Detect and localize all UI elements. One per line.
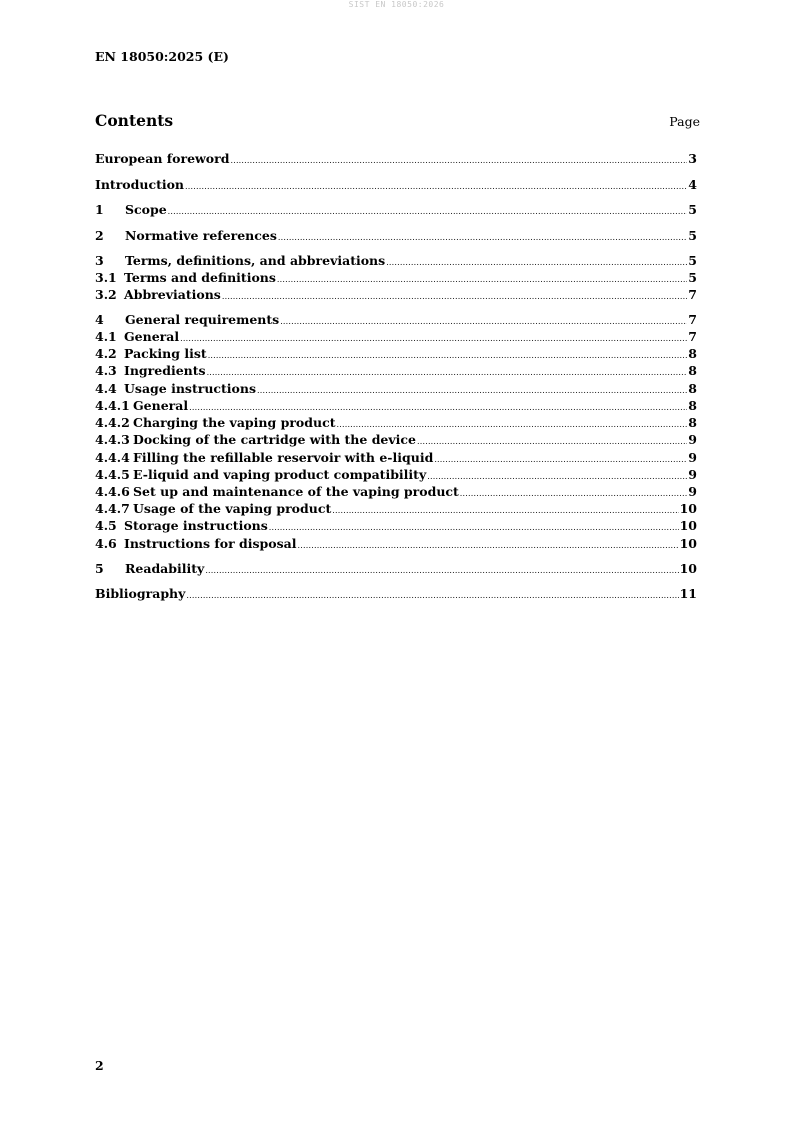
leader-dots <box>298 538 679 554</box>
leader-dots <box>280 314 687 330</box>
toc-entry[interactable] <box>95 312 697 328</box>
toc-entry-page: 10 <box>679 518 697 533</box>
contents-title: Contents <box>95 111 174 130</box>
toc-entry-number: 4.4 <box>95 381 117 396</box>
toc-entry-page: 9 <box>688 432 697 447</box>
toc-entry[interactable] <box>95 450 697 466</box>
leader-dots <box>332 503 678 519</box>
toc-entry-page: 10 <box>679 536 697 551</box>
toc-entry[interactable] <box>95 467 697 483</box>
leader-dots <box>257 383 687 399</box>
toc-entry-number: 4.3 <box>95 363 117 378</box>
toc-entry-title: Terms, definitions, and abbreviations <box>125 253 386 268</box>
toc-entry-title: European foreword <box>95 151 230 166</box>
toc-entry-title: General <box>133 398 189 413</box>
toc-entry[interactable] <box>95 253 697 269</box>
toc-entry-number: 3 <box>95 253 104 268</box>
toc-entry[interactable] <box>95 202 697 218</box>
toc-entry-page: 3 <box>688 151 697 166</box>
toc-entry-title: Docking of the cartridge with the device <box>133 432 416 447</box>
toc-entry[interactable] <box>95 346 697 362</box>
toc-entry[interactable] <box>95 381 697 397</box>
toc-entry-title: Introduction <box>95 177 185 192</box>
toc-entry-page: 11 <box>679 586 697 601</box>
toc-entry-page: 9 <box>688 484 697 499</box>
leader-dots <box>230 153 687 169</box>
toc-entry-number: 1 <box>95 202 104 217</box>
toc-entry-number: 4 <box>95 312 104 327</box>
toc-entry-number: 4.4.4 <box>95 450 130 465</box>
toc-entry-page: 7 <box>688 287 697 302</box>
toc-entry-page: 10 <box>679 501 697 516</box>
toc-entry-number: 4.4.3 <box>95 432 130 447</box>
leader-dots <box>277 272 687 288</box>
toc-entry[interactable] <box>95 270 697 286</box>
toc-entry-number: 4.6 <box>95 536 117 551</box>
leader-dots <box>269 520 679 536</box>
toc-entry[interactable] <box>95 177 697 193</box>
toc-entry-title: Terms and definitions <box>124 270 276 285</box>
toc-entry-title: General requirements <box>125 312 280 327</box>
leader-dots <box>417 434 687 450</box>
toc-entry[interactable] <box>95 363 697 379</box>
toc-entry-page: 8 <box>688 346 697 361</box>
toc-entry-title: Packing list <box>124 346 207 361</box>
toc-entry-number: 4.4.5 <box>95 467 130 482</box>
leader-dots <box>208 348 688 364</box>
toc-entry-page: 5 <box>688 253 697 268</box>
toc-entry-number: 4.4.2 <box>95 415 130 430</box>
toc-entry-title: Normative references <box>125 228 277 243</box>
leader-dots <box>180 331 687 347</box>
leader-dots <box>189 400 687 416</box>
leader-dots <box>205 563 678 579</box>
toc-entry-title: Ingredients <box>124 363 206 378</box>
leader-dots <box>222 289 687 305</box>
toc-entry-title: Scope <box>125 202 167 217</box>
toc-entry-page: 7 <box>688 329 697 344</box>
toc-entry-title: E-liquid and vaping product compatibility <box>133 467 427 482</box>
page-number: 2 <box>95 1058 104 1073</box>
leader-dots <box>427 469 687 485</box>
watermark: SIST EN 18050:2026 <box>348 0 445 9</box>
toc-entry[interactable] <box>95 287 697 303</box>
toc-entry-number: 2 <box>95 228 104 243</box>
toc-entry-title: Set up and maintenance of the vaping product <box>133 484 459 499</box>
toc-entry-page: 9 <box>688 450 697 465</box>
toc-entry[interactable] <box>95 484 697 500</box>
toc-entry-title: Usage instructions <box>124 381 257 396</box>
toc-entry-number: 4.1 <box>95 329 117 344</box>
toc-entry[interactable] <box>95 586 697 602</box>
toc-entry-title: Readability <box>125 561 205 576</box>
document-id: EN 18050:2025 (E) <box>95 49 229 64</box>
toc-entry-number: 4.2 <box>95 346 117 361</box>
toc-entry-page: 8 <box>688 415 697 430</box>
leader-dots <box>434 452 687 468</box>
toc-entry-page: 5 <box>688 228 697 243</box>
toc-entry-page: 7 <box>688 312 697 327</box>
toc-entry-page: 5 <box>688 202 697 217</box>
toc-entry[interactable] <box>95 151 697 167</box>
toc-entry[interactable] <box>95 518 697 534</box>
toc-entry-page: 5 <box>688 270 697 285</box>
leader-dots <box>207 365 688 381</box>
toc-entry-title: General <box>124 329 180 344</box>
toc-entry-number: 3.2 <box>95 287 117 302</box>
toc-entry-title: Storage instructions <box>124 518 268 533</box>
toc-entry-title: Instructions for disposal <box>124 536 297 551</box>
toc-entry-title: Abbreviations <box>124 287 221 302</box>
leader-dots <box>386 255 687 271</box>
toc-entry-page: 8 <box>688 398 697 413</box>
toc-entry-page: 8 <box>688 363 697 378</box>
leader-dots <box>185 179 687 195</box>
leader-dots <box>168 204 688 220</box>
leader-dots <box>186 588 678 604</box>
leader-dots <box>460 486 688 502</box>
leader-dots <box>278 230 687 246</box>
toc-entry[interactable] <box>95 415 697 431</box>
toc-entry-title: Usage of the vaping product <box>133 501 332 516</box>
toc-entry-page: 9 <box>688 467 697 482</box>
toc-entry-title: Charging the vaping product <box>133 415 336 430</box>
toc-entry-number: 4.4.6 <box>95 484 130 499</box>
toc-entry-number: 4.5 <box>95 518 117 533</box>
toc-entry[interactable] <box>95 228 697 244</box>
toc-entry[interactable] <box>95 561 697 577</box>
toc-entry-page: 4 <box>688 177 697 192</box>
toc-entry-page: 8 <box>688 381 697 396</box>
toc-entry[interactable] <box>95 536 697 552</box>
toc-entry-number: 5 <box>95 561 104 576</box>
toc-entry[interactable] <box>95 398 697 414</box>
leader-dots <box>336 417 687 433</box>
toc-entry-number: 3.1 <box>95 270 117 285</box>
toc-entry-number: 4.4.1 <box>95 398 130 413</box>
toc-entry-title: Filling the refillable reservoir with e-liquid <box>133 450 434 465</box>
page-column-label: Page <box>669 114 700 129</box>
toc-entry-page: 10 <box>679 561 697 576</box>
toc-entry[interactable] <box>95 501 697 517</box>
toc-entry-number: 4.4.7 <box>95 501 130 516</box>
toc-entry[interactable] <box>95 432 697 448</box>
toc-entry-title: Bibliography <box>95 586 186 601</box>
toc-entry[interactable] <box>95 329 697 345</box>
